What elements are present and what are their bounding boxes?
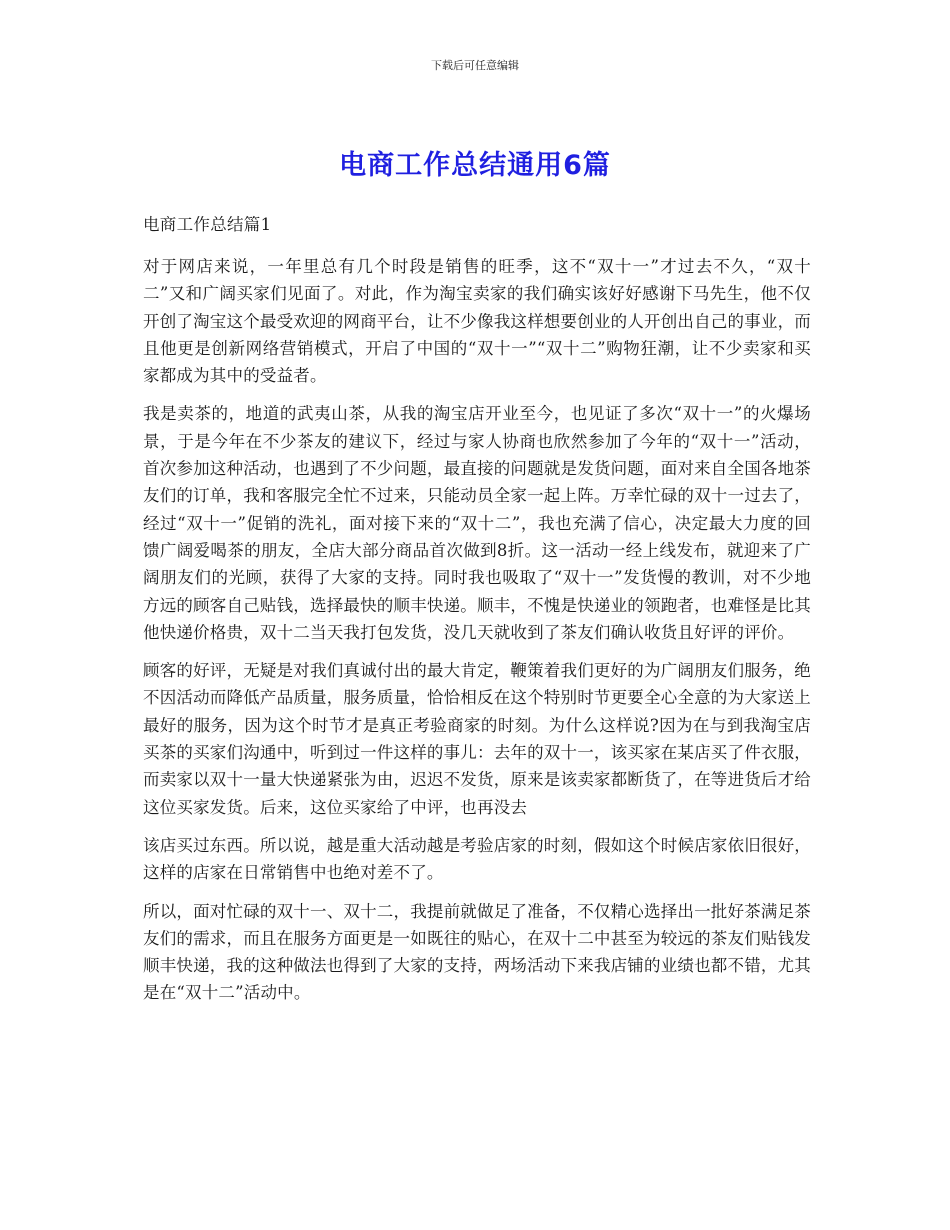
paragraph-4: 该店买过东西。所以说，越是重大活动越是考验店家的时刻，假如这个时候店家依旧很好，这样的店家在日常销售中也绝对差不了。 [143,835,811,883]
document-title: 电商工作总结通用6篇 [339,150,611,181]
paragraph-1: 对于网店来说，一年里总有几个时段是销售的旺季，这不“双十一”才过去不久，“双十二”又和广阔买家们见面了。对此，作为淘宝卖家的我们确实该好好感谢下马先生，他不仅开创了淘宝这个最受欢迎的网商平台，让不少像我这样想要创业的人开创出自己的事业，而且他更是创新网络营销模式，开启了中国的“双十一”“双十二”购物狂潮，让不少卖家和买家都成为其中的受益者。 [143,257,811,386]
paragraph-2: 我是卖茶的，地道的武夷山茶，从我的淘宝店开业至今，也见证了多次“双十一”的火爆场景，于是今年在不少茶友的建议下，经过与家人协商也欣然参加了今年的“双十一”活动，首次参加这种活动，也遇到了不少问题，最直接的问题就是发货问题，面对来自全国各地茶友们的订单，我和客服完全忙不过来，只能动员全家一起上阵。万幸忙碌的双十一过去了，经过“双十一”促销的洗礼，面对接下来的“双十二”，我也充满了信心，决定最大力度的回馈广阔爱喝茶的朋友，全店大部分商品首次做到8折。这一活动一经上线发布，就迎来了广阔朋友们的光顾，获得了大家的支持。同时我也吸取了“双十一”发货慢的教训，对不少地方远的顾客自己贴钱，选择最快的顺丰快递。顺丰，不愧是快递业的领跑者，也难怪是比其他快递价格贵，双十二当天我打包发货，没几天就收到了茶友们确认收货且好评的评价。 [143,404,811,642]
document-body [143,213,811,1018]
paragraph-5: 所以，面对忙碌的双十一、双十二，我提前就做足了准备，不仅精心选择出一批好茶满足茶友们的需求，而且在服务方面更是一如既往的贴心，在双十二中甚至为较远的茶友们贴钱发顺丰快递，我的这种做法也得到了大家的支持，两场活动下来我店铺的业绩也都不错，尤其是在“双十二”活动中。 [143,901,811,1003]
paragraph-3: 顾客的好评，无疑是对我们真诚付出的最大肯定，鞭策着我们更好的为广阔朋友们服务，绝不因活动而降低产品质量，服务质量，恰恰相反在这个特别时节更要全心全意的为大家送上最好的服务，因为这个时节才是真正考验商家的时刻。为什么这样说?因为在与到我淘宝店买茶的买家们沟通中，听到过一件这样的事儿：去年的双十一，该买家在某店买了件衣服，而卖家以双十一量大快递紧张为由，迟迟不发货，原来是该卖家都断货了，在等进货后才给这位买家发货。后来，这位买家给了中评，也再没去 [143,661,811,817]
header-note: 下载后可任意编辑 [431,59,519,72]
section-heading: 电商工作总结篇1 [143,215,272,234]
